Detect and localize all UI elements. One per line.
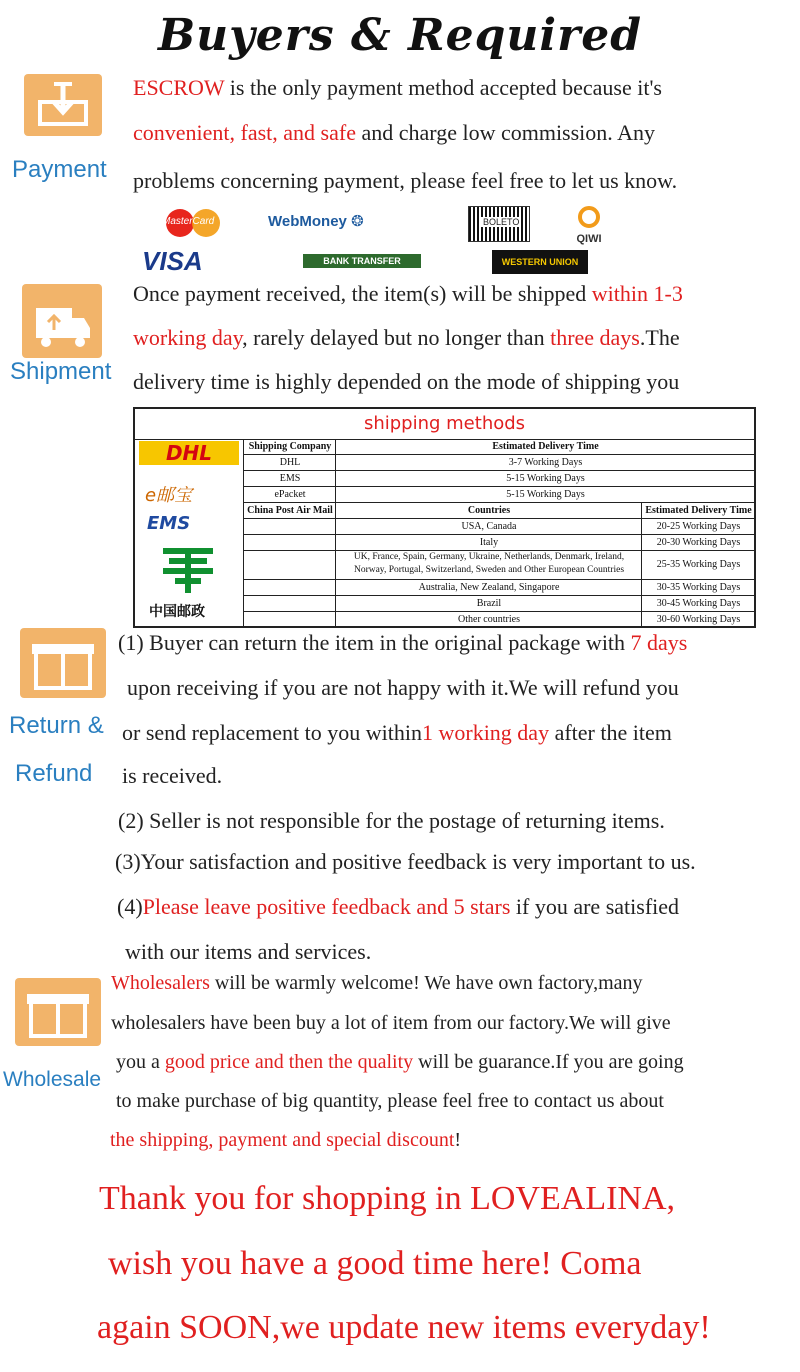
thanks-line-1: Thank you for shopping in LOVEALINA,	[99, 1180, 676, 1217]
table-row: ePacket	[243, 487, 336, 502]
mastercard-logo: MasterCard	[154, 208, 232, 238]
returns-line-7: (4)Please leave positive feedback and 5 stars if you are satisfied	[117, 894, 680, 919]
ems-logo: EMS	[147, 513, 191, 534]
wholesale-line-1: Wholesalers will be warmly welcome! We have own factory,many	[111, 972, 643, 994]
western-union-logo: WESTERN UNION	[492, 250, 588, 274]
webmoney-logo: WebMoney ❂	[268, 213, 364, 230]
table-row: 5-15 Working Days	[335, 471, 755, 486]
visa-logo: VISA	[142, 246, 203, 276]
table-row: Australia, New Zealand, Singapore	[335, 580, 642, 595]
wholesale-line-2: wholesalers have been buy a lot of item from our factory.We will give	[111, 1012, 671, 1034]
returns-line-5: (2) Seller is not responsible for the postage of returning items.	[118, 808, 665, 833]
table-row: 20-25 Working Days	[641, 519, 755, 534]
gift-icon	[20, 628, 106, 698]
return-label-1: Return &	[9, 712, 104, 739]
china-post-logo-text: 中国邮政	[149, 604, 205, 620]
returns-line-8: with our items and services.	[125, 939, 372, 964]
table-row: EMS	[243, 471, 336, 486]
shipment-line-2: working day, rarely delayed but no longer than three days.The	[133, 325, 680, 350]
thanks-line-3: again SOON,we update new items everyday!	[97, 1309, 711, 1346]
table-row: 30-35 Working Days	[641, 580, 755, 595]
dhl-logo: DHL	[139, 441, 239, 465]
boleto-logo: BOLETO	[468, 206, 530, 242]
table-row: 30-60 Working Days	[641, 612, 755, 627]
payment-line-2: convenient, fast, and safe and charge low commission. Any	[133, 120, 655, 145]
gift-icon	[15, 978, 101, 1046]
page-title: Buyers & Required	[157, 10, 643, 61]
header-china-post-air-mail: China Post Air Mail	[243, 503, 336, 518]
table-row: USA, Canada	[335, 519, 642, 534]
wholesale-label: Wholesale	[3, 1068, 102, 1091]
table-row: Brazil	[335, 596, 642, 611]
table-row: 5-15 Working Days	[335, 487, 755, 502]
shipment-icon	[22, 284, 102, 358]
returns-line-3: or send replacement to you within1 working day after the item	[122, 720, 672, 745]
returns-line-4: is received.	[122, 763, 223, 788]
wholesale-line-4: to make purchase of big quantity, please feel free to contact us about	[116, 1090, 664, 1112]
table-row: Italy	[335, 535, 642, 550]
shipment-line-1: Once payment received, the item(s) will be shipped within 1-3	[133, 281, 683, 306]
return-label-2: Refund	[15, 760, 93, 787]
header-shipping-company: Shipping Company	[243, 439, 336, 454]
thanks-line-2: wish you have a good time here! Coma	[108, 1245, 642, 1282]
returns-line-1: (1) Buyer can return the item in the original package with 7 days	[118, 630, 688, 655]
payment-line-1: ESCROW is the only payment method accepted because it's	[133, 75, 662, 100]
china-post-logo-icon	[155, 543, 221, 597]
shipment-label: Shipment	[10, 358, 112, 385]
table-row: 30-45 Working Days	[641, 596, 755, 611]
epacket-logo: e邮宝	[145, 485, 193, 506]
payment-label: Payment	[12, 156, 107, 183]
payment-line-3: problems concerning payment, please feel free to let us know.	[133, 168, 678, 193]
qiwi-logo: QIWI	[564, 206, 614, 242]
table-row: UK, France, Spain, Germany, Ukraine, Netherlands, Denmark, Ireland, Norway, Portugal, Switzerland, Sweden and Other European Countries	[335, 551, 642, 577]
table-row: 25-35 Working Days	[641, 551, 755, 579]
shipment-line-3: delivery time is highly depended on the mode of shipping you	[133, 369, 680, 394]
header-countries: Countries	[335, 503, 642, 518]
table-row: 20-30 Working Days	[641, 535, 755, 550]
table-row: DHL	[243, 455, 336, 470]
table-row: Other countries	[335, 612, 642, 627]
bank-transfer-logo: BANK TRANSFER	[303, 254, 421, 268]
returns-line-2: upon receiving if you are not happy with it.We will refund you	[127, 675, 679, 700]
wholesale-line-3: you a good price and then the quality will be guarance.If you are going	[116, 1051, 684, 1073]
header-air-delivery-time: Estimated Delivery Time	[641, 503, 755, 518]
header-delivery-time: Estimated Delivery Time	[335, 439, 755, 454]
shipping-methods-table	[133, 407, 756, 628]
returns-line-6: (3)Your satisfaction and positive feedback is very important to us.	[115, 849, 696, 874]
payment-icon	[24, 74, 102, 136]
wholesale-line-5: the shipping, payment and special discount!	[110, 1129, 462, 1151]
table-title: shipping methods	[135, 409, 754, 440]
table-row: 3-7 Working Days	[335, 455, 755, 470]
